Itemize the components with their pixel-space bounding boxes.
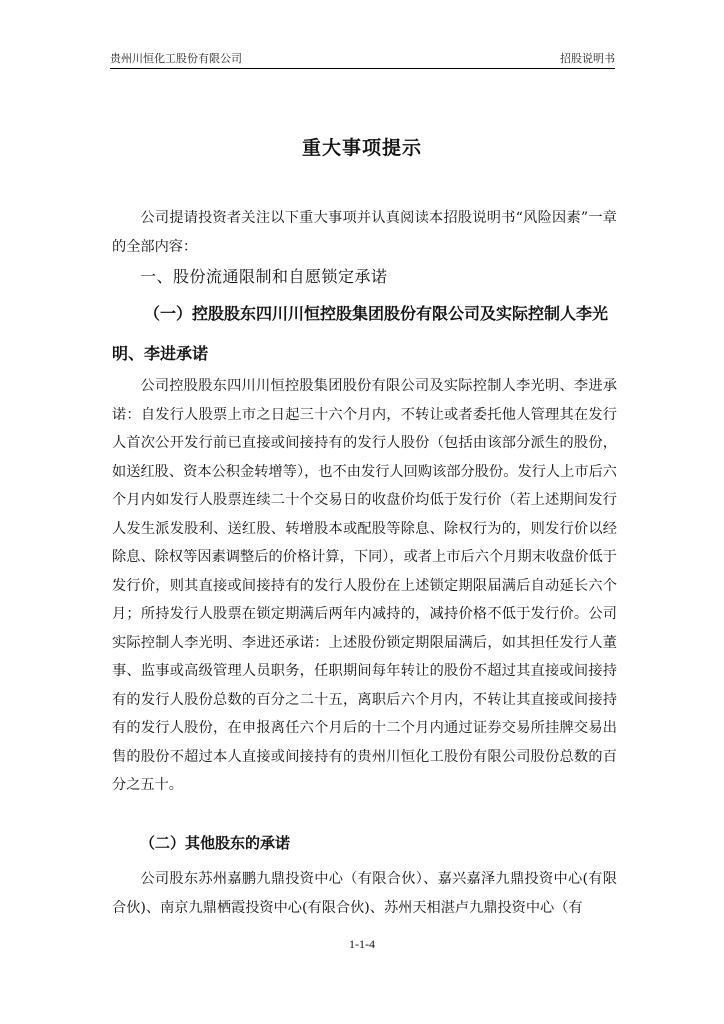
section-heading: 一、股份流通限制和自愿锁定承诺 [140, 267, 388, 286]
header-document-type: 招股说明书 [560, 52, 615, 65]
header-divider [110, 68, 615, 69]
page-number: 1-1-4 [349, 937, 375, 951]
subsection-2-body: 公司股东苏州嘉鹏九鼎投资中心（有限合伙）、嘉兴嘉泽九鼎投资中心(有限合伙)、南京九鼎栖霞投资中心(有限合伙)、苏州天相湛卢九鼎投资中心（有 [112, 871, 617, 916]
subsection-heading-2: （二）其他股东的承诺 [140, 834, 291, 852]
subsection-1-body: 公司控股股东四川川恒控股集团股份有限公司及实际控制人李光明、李进承诺：自发行人股票上市之日起三十六个月内，不转让或者委托他人管理其在发行人首次公开发行前已直接或间接持有的发行人股份（包括由该部分派生的股份，如送红股、资本公积金转增等），也不由发行人回购该部分股份。发行人上市后六个月内如发行人股票连续二十个交易日的收盘价均低于发行价（若上述期间发行人发生派发股利、送红股、转增股本或配股等除息、除权行为的，则发行价以经除息、除权等因素调整后的价格计算，下同），或者上市后六个月期末收盘价低于发行价，则其直接或间接持有的发行人股份在上述锁定期限届满后自动延长六个月；所持发行人股票在锁定期满后两年内减持的，减持价格不低于发行价。公司实际控制人李光明、李进还承诺：上述股份锁定期限届满后，如其担任发行人董事、监事或高级管理人员职务，任职期间每年转让的股份不超过其直接或间接持有的发行人股份总数的百分之二十五，离职后六个月内，不转让其直接或间接持有的发行人股份，在申报离任六个月后的十二个月内通过证券交易所挂牌交易出售的股份不超过本人直接或间接持有的贵州川恒化工股份有限公司股份总数的百分之五十。 [112, 378, 617, 793]
page-title: 重大事项提示 [301, 137, 422, 159]
header-company-name: 贵州川恒化工股份有限公司 [110, 52, 242, 65]
intro-paragraph: 公司提请投资者关注以下重大事项并认真阅读本招股说明书“风险因素”一章的全部内容： [112, 210, 617, 255]
page-header [110, 50, 615, 68]
subsection-heading-1: （一）控股股东四川川恒控股集团股份有限公司及实际控制人李光明、李进承诺 [112, 304, 609, 363]
